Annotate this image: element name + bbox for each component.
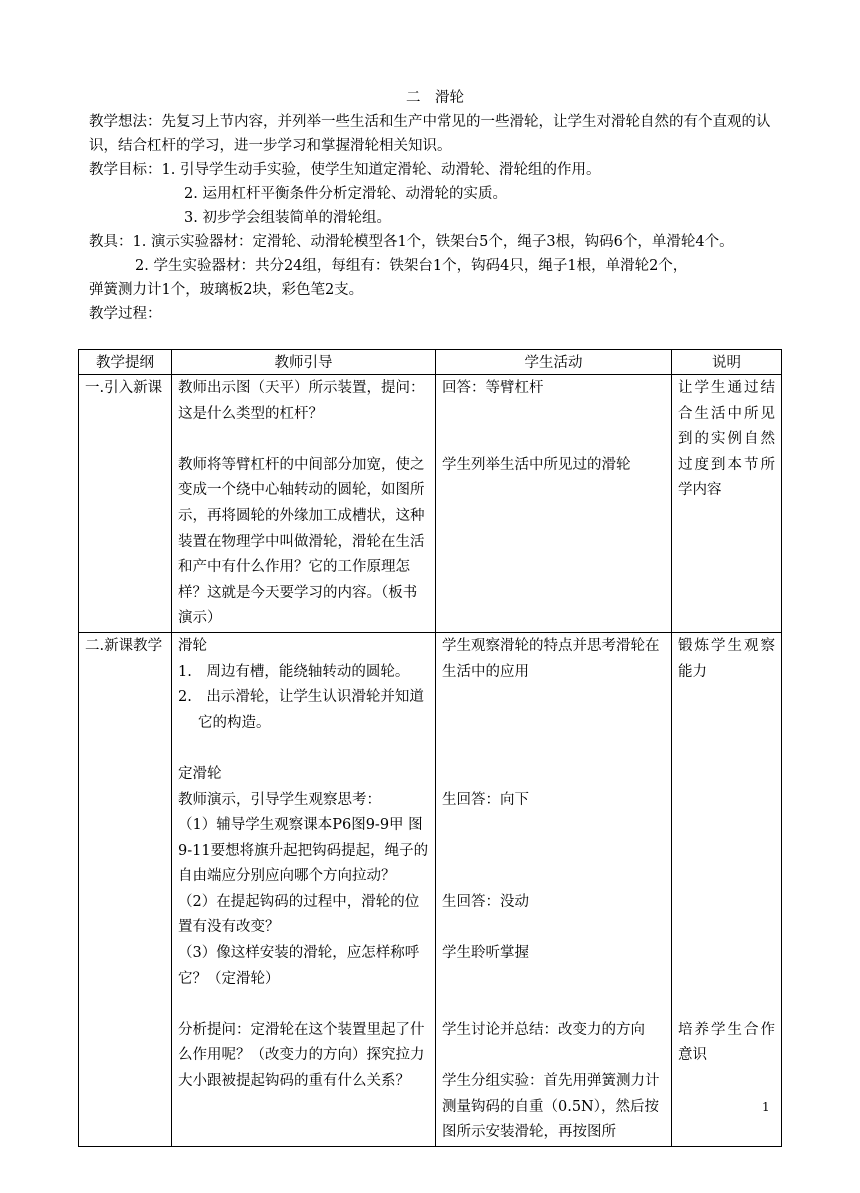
student-cell: 学生观察滑轮的特点并思考滑轮在生活中的应用 生回答：向下 生回答：没动 学生聆听掌握 学生讨论并总结：改变力的方向 学生分组实验：首先用弹簧测力计测量钩码的自重（0.5N），然后按图所示安装滑轮，再按图所 [436,632,672,1146]
note-cell: 锻炼学生观察能力 培养学生合作意识 [672,632,782,1146]
outline-cell: 二.新课教学 [79,632,172,1146]
student-text: 回答：等臂杠杆 [442,380,544,396]
teaching-process-label: 教学过程： [89,306,162,322]
teaching-tools-1: 教具：1. 演示实验器材：定滑轮、动滑轮模型各1个，铁架台5个，绳子3根，钩码6个，单滑轮4个。 [89,234,734,250]
page-number: 1 [762,1100,770,1114]
teaching-goal-2: 2. 运用杠杆平衡条件分析定滑轮、动滑轮的实质。 [184,186,507,202]
teaching-tools-2-cont: 弹簧测力计1个，玻璃板2块，彩色笔2支。 [89,282,364,298]
teaching-idea: 教学想法：先复习上节内容，并列举一些生活和生产中常见的一些滑轮，让学生对滑轮自然的有个直观的认识，结合杠杆的学习，进一步学习和掌握滑轮相关知识。 [89,114,771,154]
student-cell [436,375,672,633]
teacher-cell: 滑轮 1. 周边有槽，能绕轴转动的圆轮。 2. 出示滑轮，让学生认识滑轮并知道它的构造。 定滑轮 教师演示，引导学生观察思考： （1）辅导学生观察课本P6图9-9甲 图9-11要想将旗升起把钩码提起，绳子的自由端应分别应向哪个方向拉动？ （2）在提起钩码的过程中，滑轮的位置有没有改变？ （3）像这样安装的滑轮，应怎样称呼它？（定滑轮） 分析提问：定滑轮在这个装置里起了什么作用呢？（改变力的方向）探究拉力大小跟被提起钩码的重有什么关系？ [172,632,436,1146]
table-row-intro [79,375,782,633]
teacher-text: 教师出示图（天平）所示装置，提问：这是什么类型的杠杆？ [178,380,425,422]
outline-cell: 一.引入新课 [79,375,172,633]
page-title: 二 滑轮 [406,90,464,106]
teaching-goal-3: 3. 初步学会组装简单的滑轮组。 [184,210,391,226]
lesson-table [78,349,782,1147]
note-cell: 让学生通过结合生活中所见到的实例自然过度到本节所学内容 [672,375,782,633]
teacher-text: 教师将等臂杠杆的中间部分加宽，使之变成一个绕中心轴转动的圆轮，如图所示，再将圆轮的外缘加工成槽状，这种装置在物理学中叫做滑轮，滑轮在生活和产中有什么作用？它的工作原理怎样？这就是今天要学习的内容。（板书演示） [178,456,425,627]
teacher-cell [172,375,436,633]
document-body [89,86,781,326]
header-student: 学生活动 [436,350,672,375]
header-outline: 教学提纲 [79,350,172,375]
header-teacher: 教师引导 [172,350,436,375]
student-text: 学生列举生活中所见过的滑轮 [442,456,631,473]
teaching-goal-1: 教学目标：1. 引导学生动手实验，使学生知道定滑轮、动滑轮、滑轮组的作用。 [89,162,601,178]
table-header-row [79,350,782,375]
teaching-tools-2: 2. 学生实验器材：共分24组，每组有：铁架台1个，钩码4只，绳子1根，单滑轮2个， [135,258,688,274]
table-row-new-lesson [79,632,782,1146]
header-note: 说明 [672,350,782,375]
